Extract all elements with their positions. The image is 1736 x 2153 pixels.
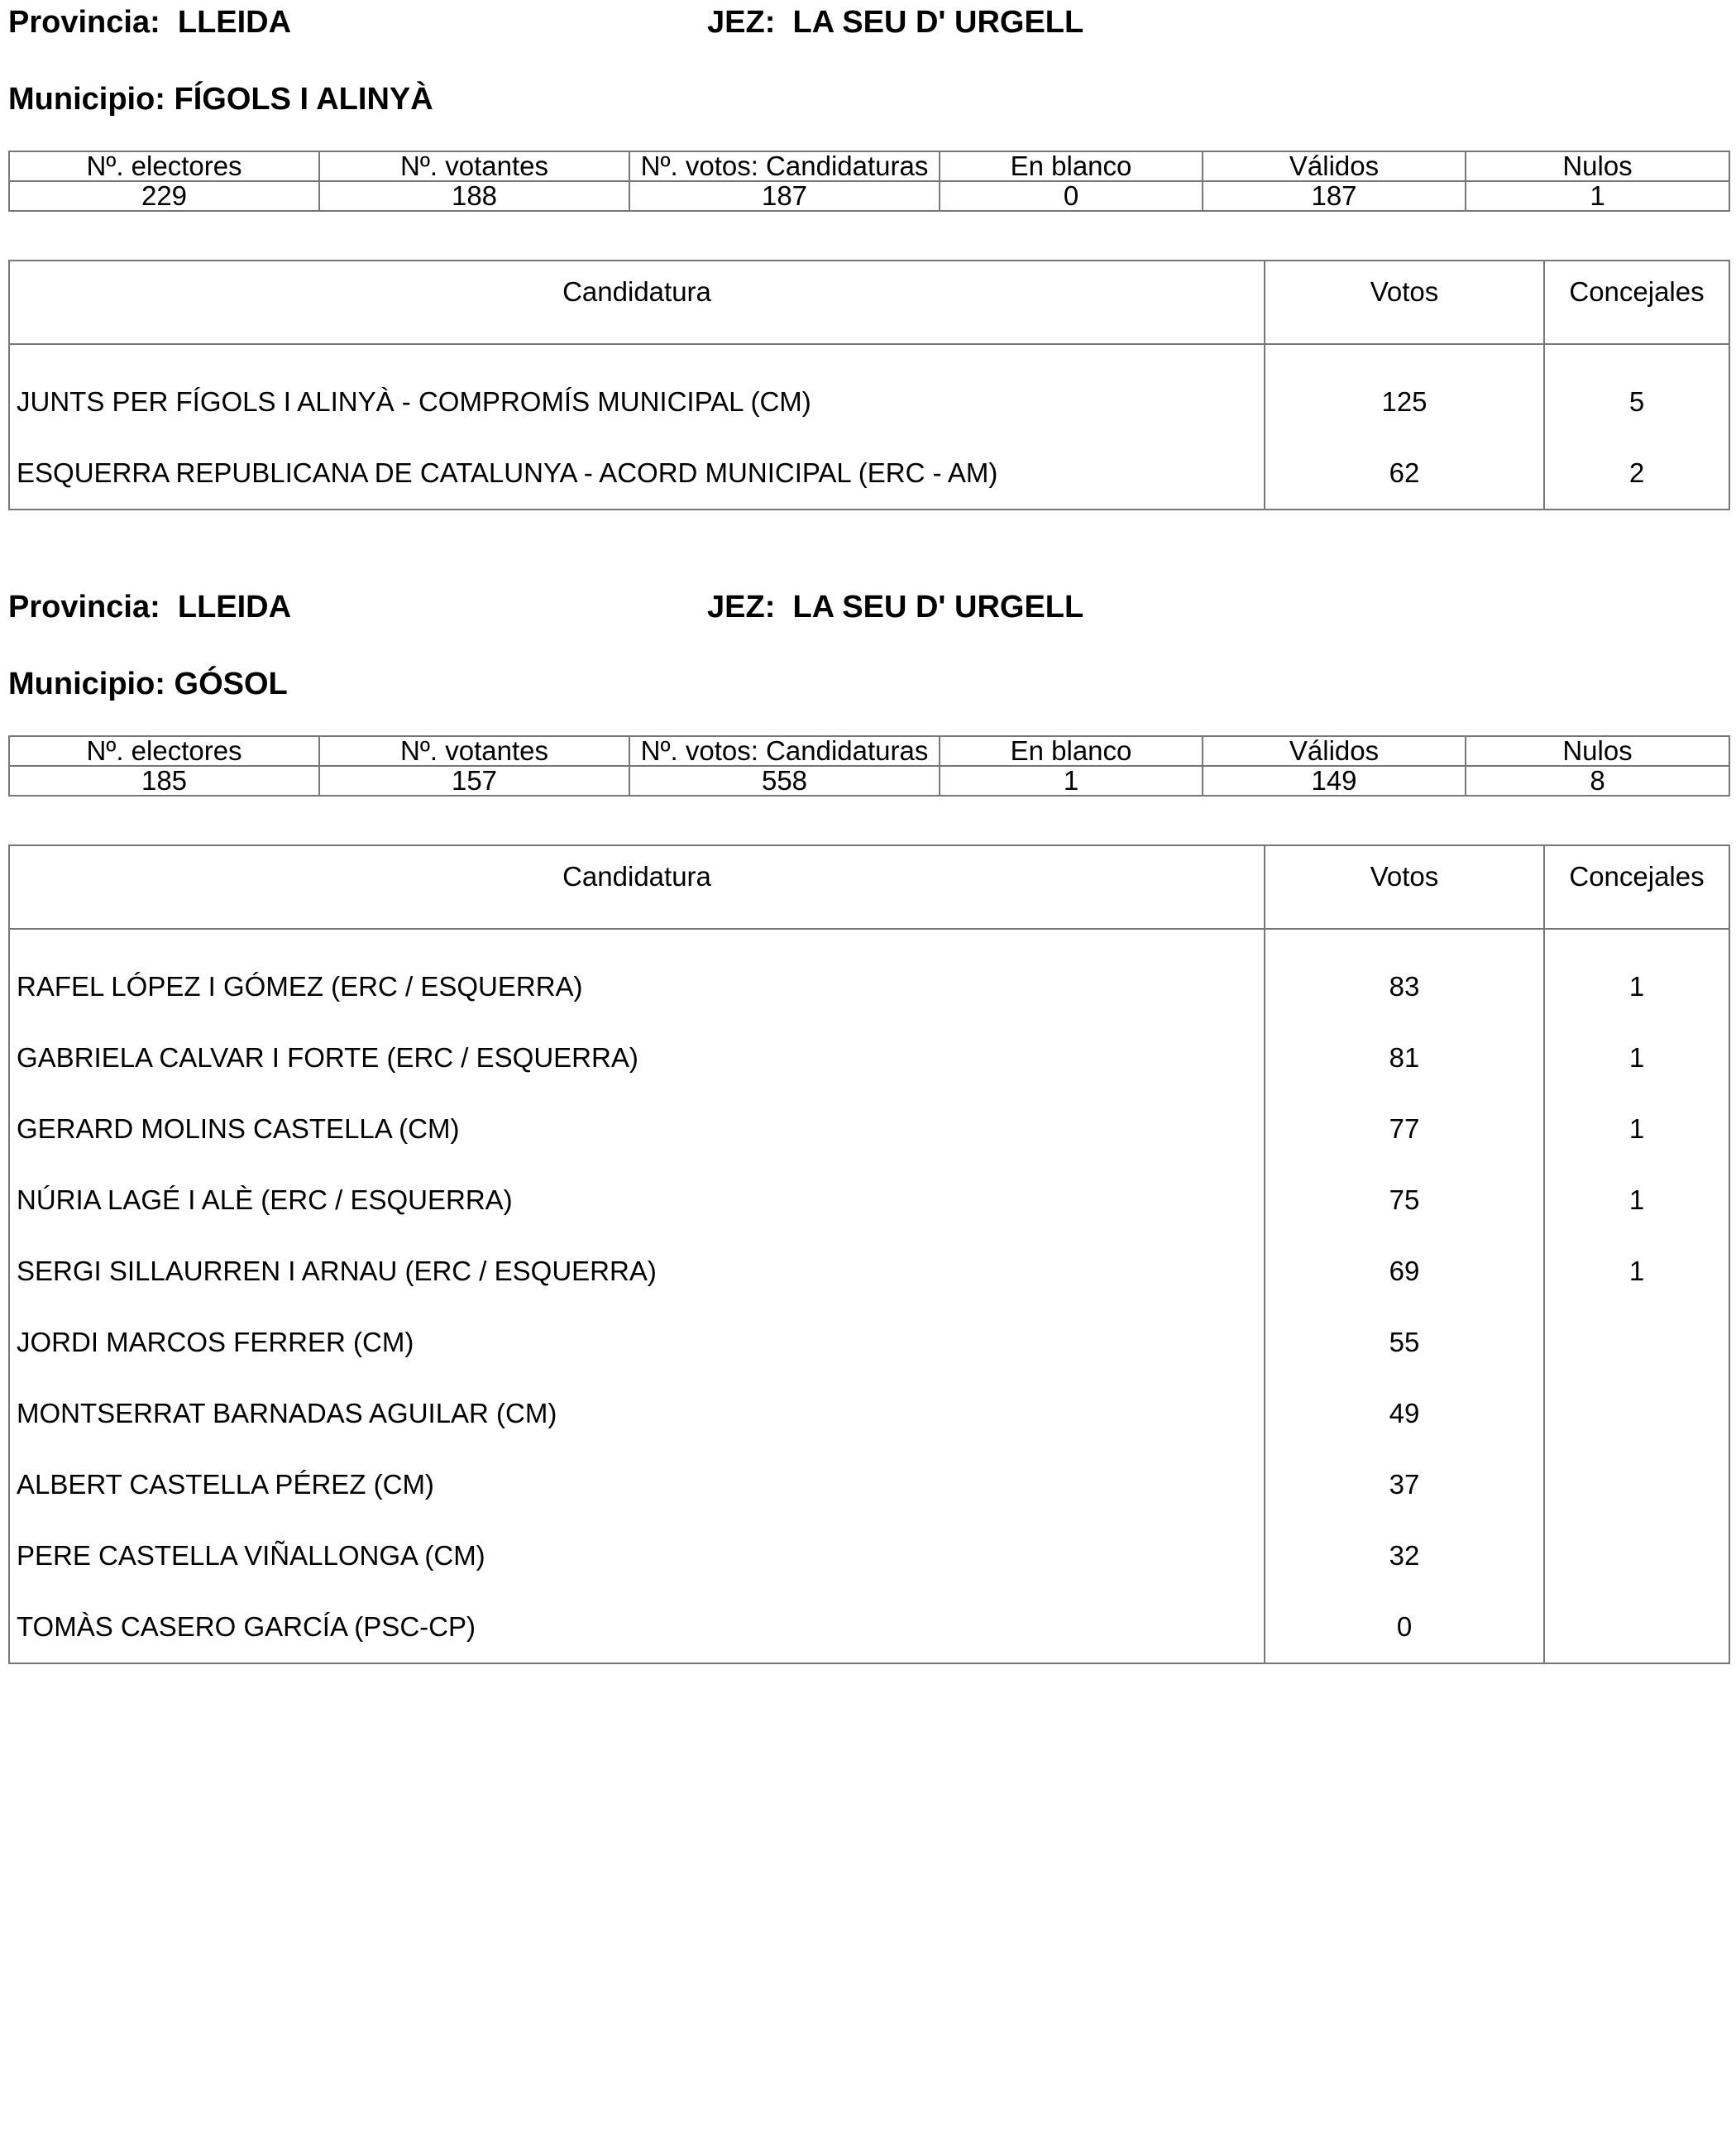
- provincia-line: [8, 7, 291, 38]
- summary-header-row: [9, 151, 1729, 181]
- en-blanco-header: En blanco: [940, 736, 1203, 766]
- jez-line: [707, 7, 1083, 38]
- results-header-row: [9, 845, 1729, 929]
- municipio-value: FÍGOLS I ALINYÀ: [174, 82, 433, 117]
- votos-cell: 125: [1265, 344, 1544, 438]
- jez-value: LA SEU D' URGELL: [792, 590, 1084, 624]
- electores-header: Nº. electores: [9, 151, 319, 181]
- table-row: [9, 1591, 1729, 1663]
- table-row: [9, 1378, 1729, 1449]
- nulos-header: Nulos: [1466, 151, 1729, 181]
- municipio-label: Municipio:: [8, 82, 165, 117]
- nulos-value: 8: [1466, 766, 1729, 796]
- summary-value-row: [9, 181, 1729, 211]
- votantes-header: Nº. votantes: [319, 736, 629, 766]
- concejales-cell: 1: [1628, 1184, 1645, 1215]
- votos-header: Votos: [1265, 845, 1544, 929]
- municipio-line: [8, 84, 433, 115]
- summary-value-row: [9, 766, 1729, 796]
- votos-candidaturas-header: Nº. votos: Candidaturas: [629, 151, 940, 181]
- concejales-cell: 1: [1628, 1256, 1645, 1286]
- votos-header: Votos: [1265, 261, 1544, 344]
- municipio-line: [8, 668, 288, 700]
- table-row: [9, 929, 1729, 1022]
- votos-cell: 62: [1265, 438, 1544, 510]
- concejales-cell: [1544, 1591, 1729, 1663]
- concejales-cell: [1544, 1449, 1729, 1520]
- municipio-label: Municipio:: [8, 667, 165, 701]
- nulos-header: Nulos: [1466, 736, 1729, 766]
- votos-candidaturas-value: 558: [629, 766, 940, 796]
- candidatura-cell: ESQUERRA REPUBLICANA DE CATALUNYA - ACORD MUNICIPAL (ERC - AM): [17, 457, 998, 488]
- candidatura-cell: RAFEL LÓPEZ I GÓMEZ (ERC / ESQUERRA): [17, 971, 583, 1002]
- candidatura-cell: GABRIELA CALVAR I FORTE (ERC / ESQUERRA): [17, 1042, 638, 1073]
- concejales-header: Concejales: [1544, 845, 1729, 929]
- table-row: [9, 1093, 1729, 1165]
- concejales-cell: 1: [1628, 971, 1645, 1002]
- votos-cell: 77: [1265, 1093, 1544, 1165]
- votos-cell: 69: [1265, 1236, 1544, 1307]
- nulos-value: 1: [1466, 181, 1729, 211]
- jez-value: LA SEU D' URGELL: [792, 5, 1084, 40]
- summary-table: [8, 735, 1730, 797]
- concejales-cell: 5: [1628, 386, 1645, 417]
- candidatura-header: Candidatura: [9, 845, 1265, 929]
- candidatura-cell: GERARD MOLINS CASTELLA (CM): [17, 1113, 460, 1144]
- validos-value: 187: [1203, 181, 1466, 211]
- candidatura-cell: ALBERT CASTELLA PÉREZ (CM): [17, 1469, 434, 1500]
- votos-cell: 81: [1265, 1022, 1544, 1093]
- votos-cell: 0: [1265, 1591, 1544, 1663]
- votos-candidaturas-value: 187: [629, 181, 940, 211]
- electores-header: Nº. electores: [9, 736, 319, 766]
- validos-header: Válidos: [1203, 151, 1466, 181]
- validos-value: 149: [1203, 766, 1466, 796]
- table-row: [9, 1449, 1729, 1520]
- table-row: [9, 1307, 1729, 1378]
- concejales-cell: 2: [1628, 457, 1645, 488]
- provincia-value: LLEIDA: [177, 5, 292, 40]
- jez-label: JEZ:: [707, 590, 776, 624]
- votos-cell: 83: [1265, 929, 1544, 1022]
- en-blanco-value: 0: [940, 181, 1203, 211]
- table-row: [9, 1236, 1729, 1307]
- municipio-value: GÓSOL: [174, 667, 288, 701]
- votos-cell: 37: [1265, 1449, 1544, 1520]
- votos-candidaturas-header: Nº. votos: Candidaturas: [629, 736, 940, 766]
- candidatura-header: Candidatura: [9, 261, 1265, 344]
- votos-cell: 49: [1265, 1378, 1544, 1449]
- candidatura-cell: JORDI MARCOS FERRER (CM): [17, 1327, 414, 1357]
- validos-header: Válidos: [1203, 736, 1466, 766]
- candidatura-cell: NÚRIA LAGÉ I ALÈ (ERC / ESQUERRA): [17, 1184, 513, 1215]
- votos-cell: 55: [1265, 1307, 1544, 1378]
- candidatura-cell: SERGI SILLAURREN I ARNAU (ERC / ESQUERRA): [17, 1256, 657, 1286]
- results-header-row: [9, 261, 1729, 344]
- jez-line: [707, 591, 1083, 623]
- votantes-header: Nº. votantes: [319, 151, 629, 181]
- candidatura-cell: MONTSERRAT BARNADAS AGUILAR (CM): [17, 1398, 557, 1428]
- candidatura-cell: TOMÀS CASERO GARCÍA (PSC-CP): [17, 1611, 476, 1642]
- electores-value: 185: [9, 766, 319, 796]
- concejales-cell: 1: [1628, 1042, 1645, 1073]
- table-row: [9, 1022, 1729, 1093]
- jez-label: JEZ:: [707, 5, 776, 40]
- votantes-value: 157: [319, 766, 629, 796]
- provincia-label: Provincia:: [8, 590, 160, 624]
- provincia-value: LLEIDA: [177, 590, 292, 624]
- results-table: [8, 844, 1730, 1664]
- provincia-label: Provincia:: [8, 5, 160, 40]
- concejales-cell: 1: [1628, 1113, 1645, 1144]
- concejales-cell: [1544, 1378, 1729, 1449]
- table-row: [9, 438, 1729, 510]
- concejales-header: Concejales: [1544, 261, 1729, 344]
- candidatura-cell: JUNTS PER FÍGOLS I ALINYÀ - COMPROMÍS MUNICIPAL (CM): [17, 386, 811, 417]
- provincia-line: [8, 591, 291, 623]
- candidatura-cell: PERE CASTELLA VIÑALLONGA (CM): [17, 1540, 485, 1571]
- concejales-cell: [1544, 1307, 1729, 1378]
- table-row: [9, 344, 1729, 438]
- results-table: [8, 260, 1730, 510]
- electores-value: 229: [9, 181, 319, 211]
- votos-cell: 75: [1265, 1165, 1544, 1236]
- summary-table: [8, 151, 1730, 212]
- concejales-cell: [1544, 1520, 1729, 1591]
- table-row: [9, 1520, 1729, 1591]
- en-blanco-header: En blanco: [940, 151, 1203, 181]
- en-blanco-value: 1: [940, 766, 1203, 796]
- votantes-value: 188: [319, 181, 629, 211]
- table-row: [9, 1165, 1729, 1236]
- votos-cell: 32: [1265, 1520, 1544, 1591]
- summary-header-row: [9, 736, 1729, 766]
